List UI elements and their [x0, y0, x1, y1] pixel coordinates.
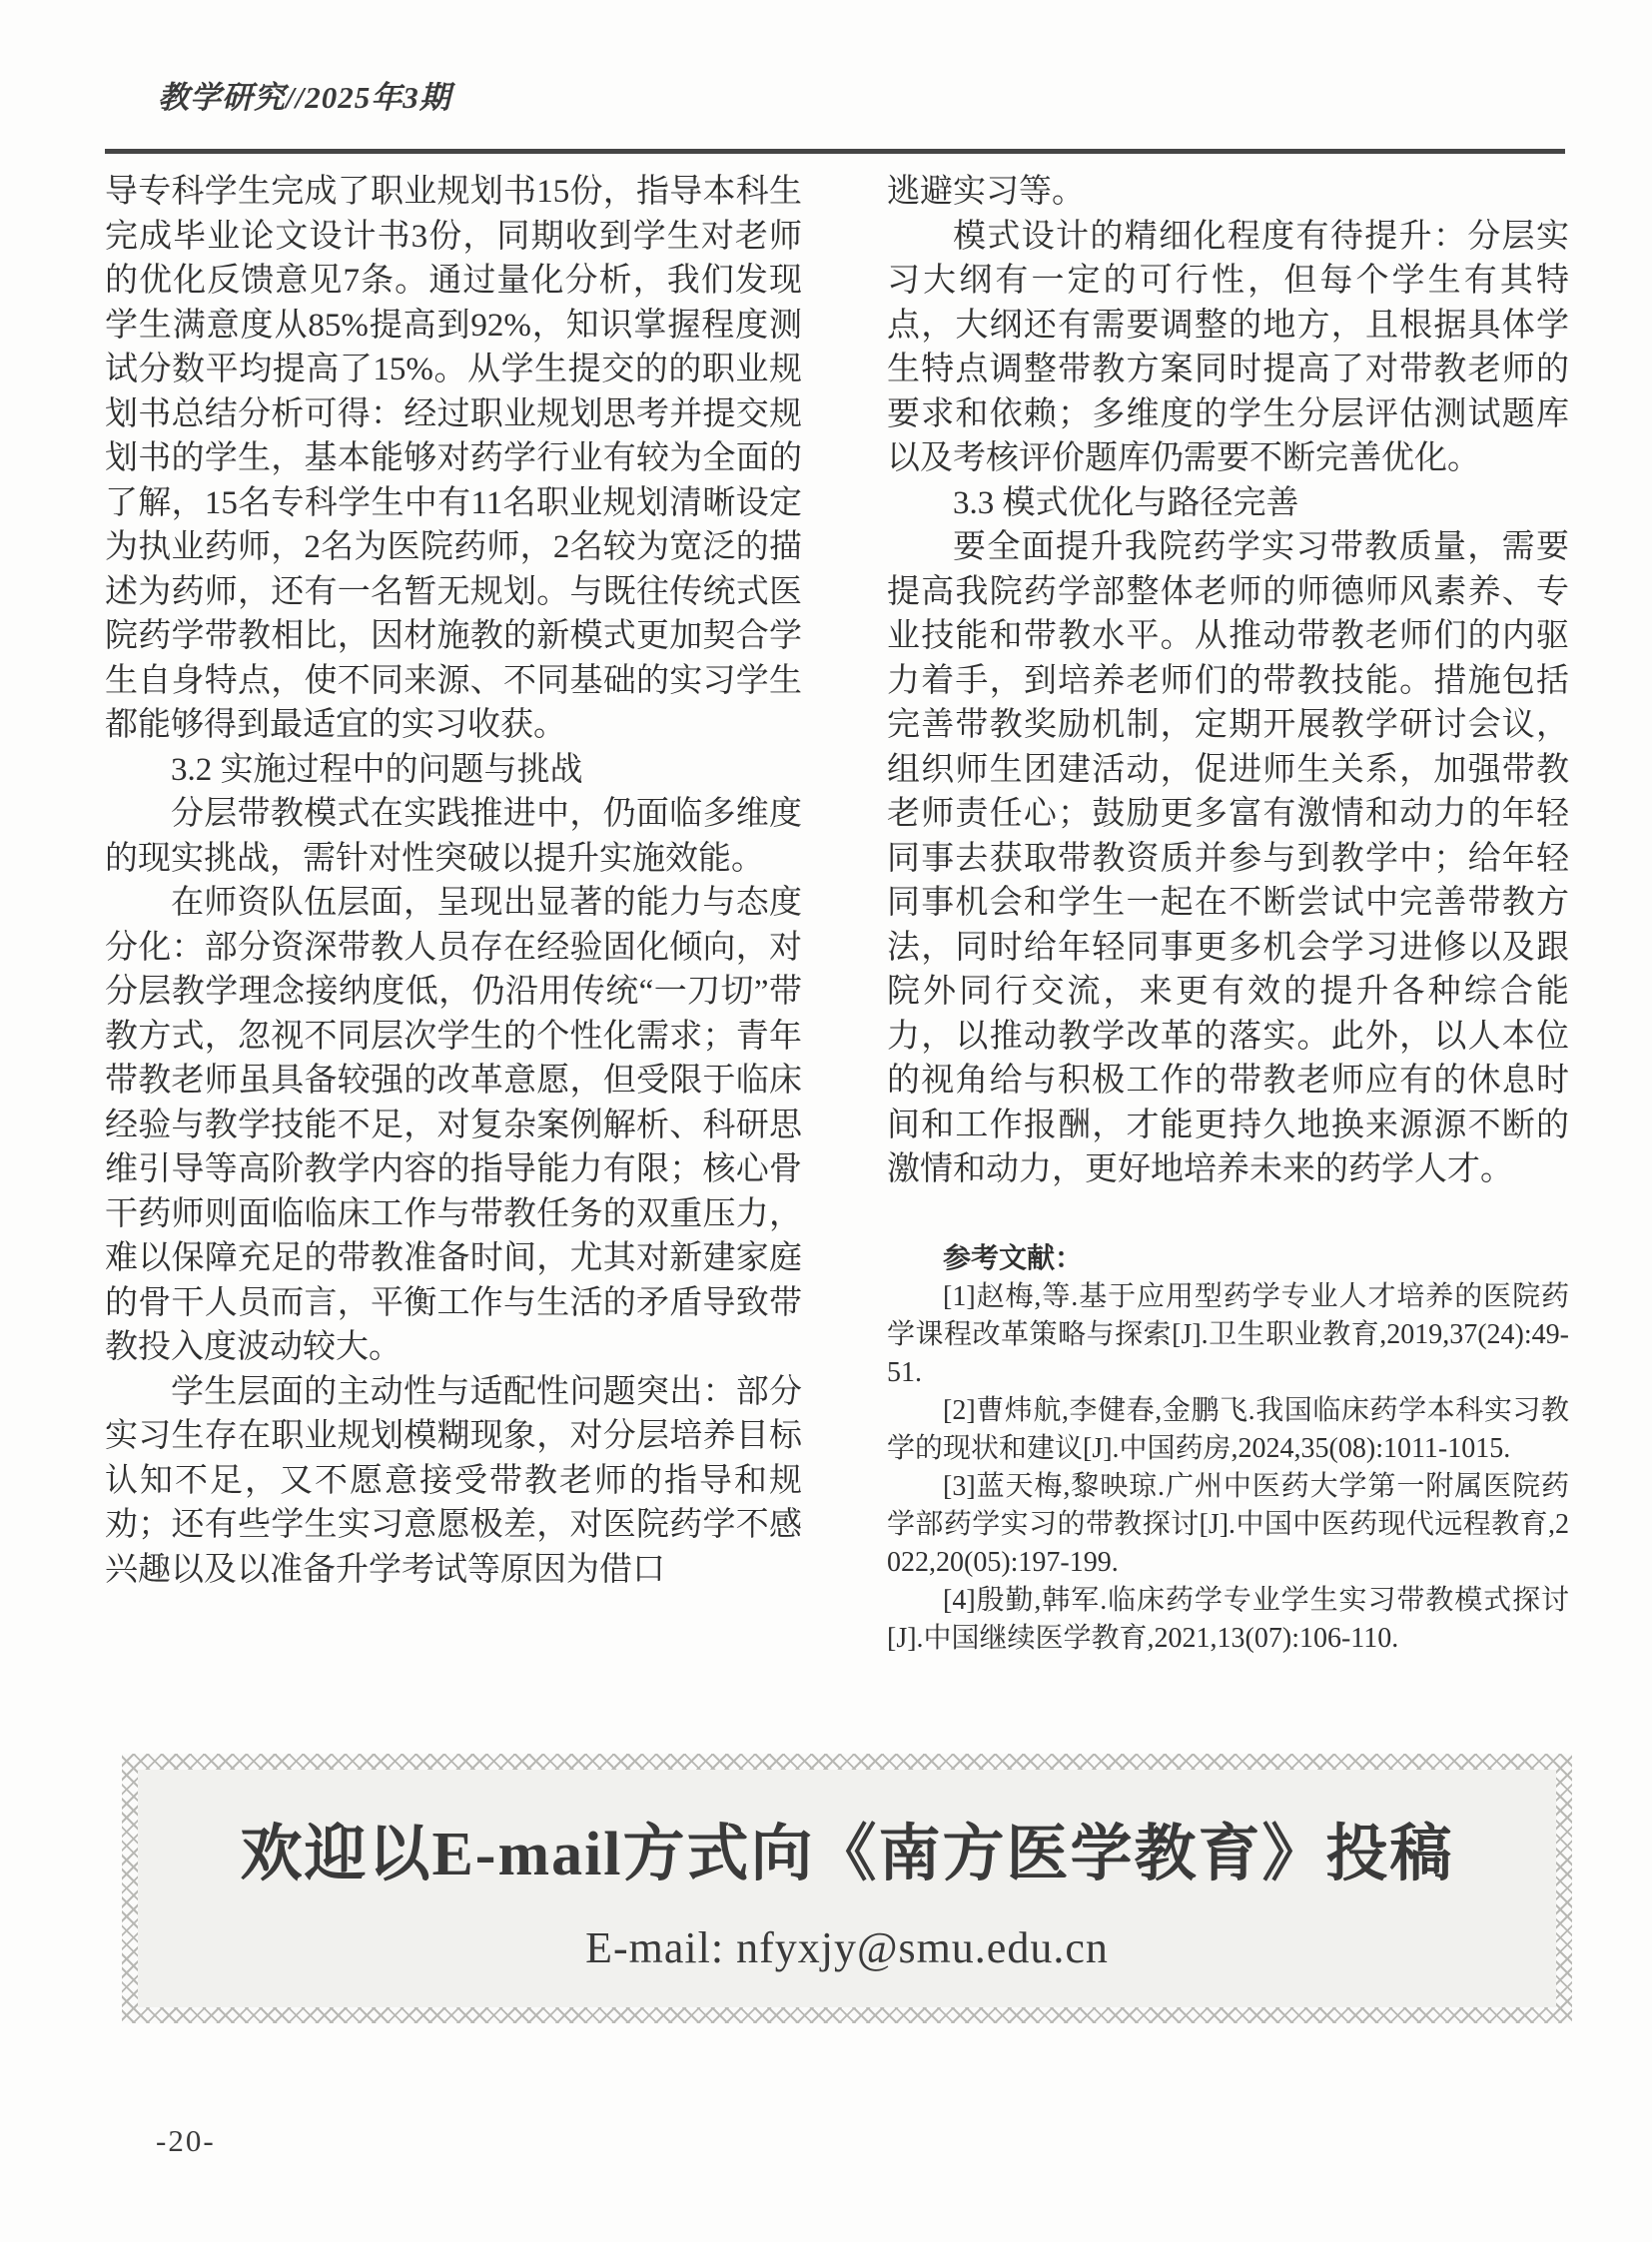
page-number: -20-	[156, 2123, 216, 2158]
references	[887, 1240, 1569, 1658]
references-heading: 参考文献：	[943, 1242, 1084, 1274]
paragraph: 分层带教模式在实践推进中，仍面临多维度的现实挑战，需针对性突破以提升实施效能。	[105, 796, 802, 877]
header-rule	[105, 149, 1565, 154]
left-column	[105, 170, 802, 1592]
reference-item: [4]殷勤,韩军.临床药学专业学生实习带教模式探讨[J].中国继续医学教育,2021,13(07):106-110.	[887, 1584, 1569, 1654]
paragraph-continuation: 导专科学生完成了职业规划书15份，指导本科生完成毕业论文设计书3份，同期收到学生对老师的优化反馈意见7条。通过量化分析，我们发现学生满意度从85%提高到92%，知识掌握程度测试分数平均提高了15%。从学生提交的的职业规划书总结分析可得：经过职业规划思考并提交规划书的学生，基本能够对药学行业有较为全面的了解，15名专科学生中有11名职业规划清晰设定为执业药师，2名为医院药师，2名较为宽泛的描述为药师，还有一名暂无规划。与既往传统式医院药学带教相比，因材施教的新模式更加契合学生自身特点，使不同来源、不同基础的实习学生都能够得到最适宜的实习收获。	[105, 174, 802, 743]
banner-email: E-mail: nfyxjy@smu.edu.cn	[585, 1923, 1109, 1972]
reference-item: [1]赵梅,等.基于应用型药学专业人才培养的医院药学课程改革策略与探索[J].卫生职业教育,2019,37(24):49-51.	[887, 1280, 1569, 1388]
running-head: 教学研究//2025年3期	[158, 80, 451, 115]
submission-banner-inner	[138, 1770, 1556, 2007]
section-heading-3-2: 3.2 实施过程中的问题与挑战	[171, 751, 583, 788]
reference-item: [2]曹炜航,李健春,金鹏飞.我国临床药学本科实习教学的现状和建议[J].中国药房,2024,35(08):1011-1015.	[887, 1394, 1569, 1464]
paragraph: 模式设计的精细化程度有待提升：分层实习大纲有一定的可行性，但每个学生有其特点，大纲还有需要调整的地方，且根据具体学生特点调整带教方案同时提高了对带教老师的要求和依赖；多维度的学生分层评估测试题库以及考核评价题库仍需要不断完善优化。	[887, 218, 1569, 476]
paragraph: 要全面提升我院药学实习带教质量，需要提高我院药学部整体老师的师德师风素养、专业技能和带教水平。从推动带教老师们的内驱力着手，到培养老师们的带教技能。措施包括完善带教奖励机制，定期开展教学研讨会议，组织师生团建活动，促进师生关系，加强带教老师责任心；鼓励更多富有激情和动力的年轻同事去获取带教资质并参与到教学中；给年轻同事机会和学生一起在不断尝试中完善带教方法，同时给年轻同事更多机会学习进修以及跟院外同行交流，来更有效的提升各种综合能力，以推动教学改革的落实。此外，以人本位的视角给与积极工作的带教老师应有的休息时间和工作报酬，才能更持久地换来源源不断的激情和动力，更好地培养未来的药学人才。	[887, 529, 1569, 1187]
submission-banner	[122, 1754, 1572, 2023]
paragraph: 在师资队伍层面，呈现出显著的能力与态度分化：部分资深带教人员存在经验固化倾向，对分层教学理念接纳度低，仍沿用传统“一刀切”带教方式，忽视不同层次学生的个性化需求；青年带教老师虽具备较强的改革意愿，但受限于临床经验与教学技能不足，对复杂案例解析、科研思维引导等高阶教学内容的指导能力有限；核心骨干药师则面临临床工作与带教任务的双重压力，难以保障充足的带教准备时间，尤其对新建家庭的骨干人员而言，平衡工作与生活的矛盾导致带教投入度波动较大。	[105, 885, 802, 1365]
section-heading-3-3: 3.3 模式优化与路径完善	[953, 484, 1299, 521]
right-column	[887, 170, 1569, 1658]
paragraph-continuation: 逃避实习等。	[887, 174, 1085, 210]
reference-item: [3]蓝天梅,黎映琼.广州中医药大学第一附属医院药学部药学实习的带教探讨[J].中国中医药现代远程教育,2022,20(05):197-199.	[887, 1470, 1569, 1578]
banner-title: 欢迎以E-mail方式向《南方医学教育》投稿	[240, 1821, 1454, 1888]
paragraph: 学生层面的主动性与适配性问题突出：部分实习生存在职业规划模糊现象，对分层培养目标认知不足，又不愿意接受带教老师的指导和规劝；还有些学生实习意愿极差，对医院药学不感兴趣以及以准备升学考试等原因为借口	[105, 1373, 802, 1588]
